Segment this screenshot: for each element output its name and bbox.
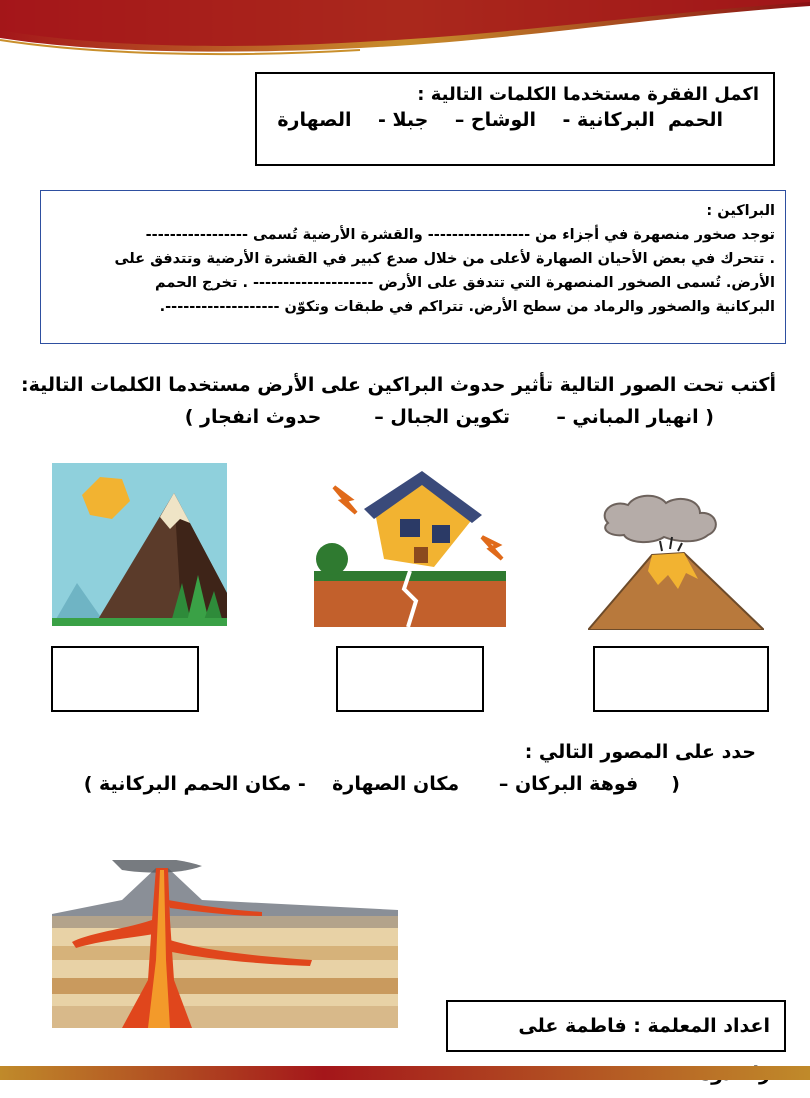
paragraph-line-3: الأرض. تُسمى الصخور المنصهرة التي تتدفق على الأرض -------------------- . تخرج الحمم [155,275,775,291]
paragraph-line-2: . تتحرك في بعض الأحيان الصهارة لأعلى من خلال صدع كبير في القشرة الأرضية وتتدفق على [114,251,775,267]
teacher-credit: اعداد المعلمة : فاطمة على [446,1000,786,1052]
paragraph-box [40,190,786,344]
top-decorative-band [0,0,810,62]
answer-box-mountain[interactable] [51,646,199,712]
mountain-image [52,463,227,626]
paragraph-heading: البراكين : [706,203,775,219]
paragraph-line-4: البركانية والصخور والرماد من سطح الأرض. تتراكم في طبقات وتكوّن -------------------. [159,299,775,315]
instruction-label-diagram: حدد على المصور التالي : [524,741,756,763]
word-bank-2: ( انهيار المباني – تكوين الجبال – حدوث انفجار ) [184,406,714,428]
bottom-decorative-band [0,1066,810,1080]
collapsing-house-image [314,467,506,627]
paragraph-line-1: توجد صخور منصهرة في أجزاء من ----------------- والقشرة الأرضية تُسمى ----------------- [145,227,775,243]
word-bank-1: الحمم البركانية - الوشاح – جبلا - الصهارة [277,109,723,131]
volcano-image [588,493,764,630]
volcano-cross-section-image [52,860,398,1028]
instruction-complete-paragraph: اكمل الفقرة مستخدما الكلمات التالية : [417,84,759,105]
word-bank-box-1 [255,72,775,166]
answer-box-house[interactable] [336,646,484,712]
word-bank-3: ( فوهة البركان – مكان الصهارة - مكان الحمم البركانية ) [83,773,680,795]
answer-box-volcano[interactable] [593,646,769,712]
instruction-effects: أكتب تحت الصور التالية تأثير حدوث البراكين على الأرض مستخدما الكلمات التالية: [21,374,776,396]
